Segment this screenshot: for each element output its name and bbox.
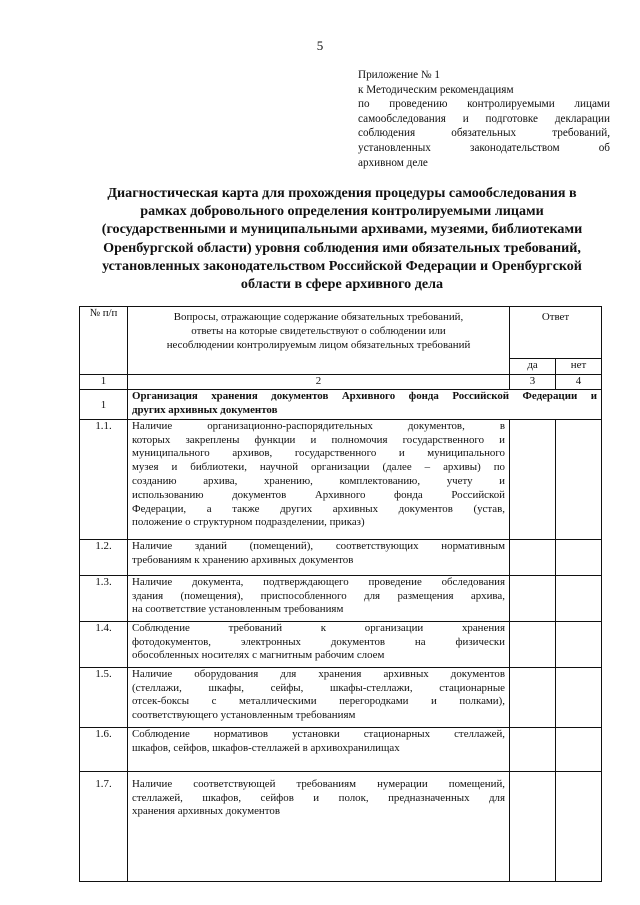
diagnostic-table bbox=[79, 306, 602, 882]
document-title bbox=[74, 184, 610, 293]
header-yes: да bbox=[510, 359, 556, 375]
question-line: Наличие оборудования для хранения архивных документов bbox=[132, 667, 505, 680]
table-row bbox=[80, 539, 602, 575]
question-line: муниципального архивов, государственного и муниципального bbox=[132, 447, 505, 460]
title-line: Диагностическая карта для прохождения процедуры самообследования в bbox=[107, 185, 577, 201]
question-line: хранения архивных документов bbox=[132, 805, 280, 818]
answer-no-cell[interactable] bbox=[556, 539, 602, 575]
answer-yes-cell[interactable] bbox=[510, 727, 556, 771]
answer-yes-cell[interactable] bbox=[510, 575, 556, 621]
table-row bbox=[80, 727, 602, 771]
table-header-row bbox=[80, 307, 602, 359]
question-line: Соблюдение нормативов установки стационарных стеллажей, bbox=[132, 727, 505, 740]
question-line: которых закреплены функции и полномочия государственного и bbox=[132, 433, 505, 446]
header-num: № п/п bbox=[80, 307, 128, 375]
section-row bbox=[80, 389, 602, 419]
appendix-line: по проведению контролируемыми лицами bbox=[358, 98, 610, 111]
question-line: здания (помещения), приспособленного для размещения архива, bbox=[132, 589, 505, 602]
row-question bbox=[128, 539, 510, 575]
appendix-line: архивном деле bbox=[358, 156, 428, 169]
row-num: 1.7. bbox=[80, 771, 128, 881]
title-line: рамках добровольного определения контролируемыми лицами bbox=[140, 203, 544, 220]
answer-no-cell[interactable] bbox=[556, 575, 602, 621]
section-title-line: Организация хранения документов Архивного фонда Российской Федерации и bbox=[132, 389, 598, 402]
answer-no-cell[interactable] bbox=[556, 419, 602, 539]
header-question-line: ответы на которые свидетельствуют о соблюдении или bbox=[191, 324, 446, 337]
header-answer: Ответ bbox=[510, 307, 602, 359]
title-line: (государственными и муниципальными архивами, музеями, библиотеками bbox=[101, 221, 583, 238]
question-line: отсек-боксы с металлическими перегородками и полками), bbox=[132, 695, 505, 708]
appendix-line: к Методическим рекомендациям bbox=[358, 83, 514, 96]
question-line: фотодокументов, электронных документов на физически bbox=[132, 635, 505, 648]
section-title bbox=[128, 389, 602, 419]
appendix-line: соблюдения обязательных требований, bbox=[358, 127, 610, 140]
question-line: обособленных носителях с магнитным рабочим слоем bbox=[132, 649, 385, 662]
question-line: Наличие организационно-распорядительных документов, в bbox=[132, 419, 505, 432]
table-row bbox=[80, 419, 602, 539]
row-question bbox=[128, 667, 510, 727]
header-question-line: Вопросы, отражающие содержание обязательных требований, bbox=[173, 311, 464, 323]
answer-no-cell[interactable] bbox=[556, 667, 602, 727]
index-cell: 3 bbox=[510, 375, 556, 390]
question-line: Наличие соответствующей требованиям нумерации помещений, bbox=[132, 777, 505, 790]
appendix-block bbox=[358, 68, 610, 170]
answer-yes-cell[interactable] bbox=[510, 539, 556, 575]
answer-no-cell[interactable] bbox=[556, 771, 602, 881]
table-index-row bbox=[80, 375, 602, 390]
answer-yes-cell[interactable] bbox=[510, 621, 556, 667]
header-question-line: несоблюдении контролируемым лицом обязательных требований bbox=[166, 338, 471, 351]
answer-yes-cell[interactable] bbox=[510, 667, 556, 727]
question-line: соответствующего установленным требованиям bbox=[132, 709, 356, 722]
answer-no-cell[interactable] bbox=[556, 727, 602, 771]
row-num: 1.1. bbox=[80, 419, 128, 539]
index-cell: 1 bbox=[80, 375, 128, 390]
row-num: 1.6. bbox=[80, 727, 128, 771]
question-line: музея и библиотеки, научной организации (далее – архивы) по bbox=[132, 461, 505, 474]
title-line: установленных законодательством Российской Федерации и Оренбургской bbox=[102, 257, 582, 274]
question-line: Наличие зданий (помещений), соответствующих нормативным bbox=[132, 539, 505, 552]
question-line: созданию архива, хранению, комплектованию, учету и bbox=[132, 474, 505, 487]
question-line: шкафов, сейфов, шкафов-стеллажей в архивохранилищах bbox=[132, 741, 400, 754]
header-no: нет bbox=[556, 359, 602, 375]
table-row bbox=[80, 667, 602, 727]
row-question bbox=[128, 771, 510, 881]
row-question bbox=[128, 621, 510, 667]
question-line: на соответствие установленным требованиям bbox=[132, 603, 344, 616]
title-line: Оренбургской области) уровня соблюдения ими обязательных требований, bbox=[103, 239, 581, 256]
row-question bbox=[128, 575, 510, 621]
question-line: (стеллажи, шкафы, сейфы, шкафы-стеллажи, стационарные bbox=[132, 681, 505, 694]
question-line: Соблюдение требований к организации хранения bbox=[132, 621, 505, 634]
row-num: 1.5. bbox=[80, 667, 128, 727]
question-line: использованию документов Архивного фонда Российской bbox=[132, 488, 505, 501]
answer-yes-cell[interactable] bbox=[510, 419, 556, 539]
answer-yes-cell[interactable] bbox=[510, 771, 556, 881]
question-line: Наличие документа, подтверждающего проведение обследования bbox=[132, 575, 505, 588]
table-row bbox=[80, 771, 602, 881]
question-line: Федерации, а также других архивных документов (устав, bbox=[132, 502, 505, 515]
index-cell: 4 bbox=[556, 375, 602, 390]
section-title-line: других архивных документов bbox=[132, 403, 278, 416]
table-row bbox=[80, 621, 602, 667]
index-cell: 2 bbox=[128, 375, 510, 390]
appendix-line: самообследования и подготовке декларации bbox=[358, 112, 610, 125]
page-number: 5 bbox=[316, 38, 324, 53]
question-line: требованиям к хранению архивных документов bbox=[132, 553, 354, 566]
header-question bbox=[128, 307, 510, 375]
title-line: области в сфере архивного дела bbox=[240, 276, 444, 293]
row-num: 1.4. bbox=[80, 621, 128, 667]
table-row bbox=[80, 575, 602, 621]
answer-no-cell[interactable] bbox=[556, 621, 602, 667]
row-question bbox=[128, 419, 510, 539]
row-num: 1.2. bbox=[80, 539, 128, 575]
row-num: 1.3. bbox=[80, 575, 128, 621]
appendix-line: установленных законодательством об bbox=[358, 141, 610, 154]
appendix-line: Приложение № 1 bbox=[358, 69, 440, 81]
question-line: положение о структурном подразделении, приказ) bbox=[132, 516, 365, 529]
row-question bbox=[128, 727, 510, 771]
question-line: стеллажей, шкафов, сейфов и полок, предназначенных для bbox=[132, 791, 505, 804]
section-num: 1 bbox=[80, 389, 128, 419]
